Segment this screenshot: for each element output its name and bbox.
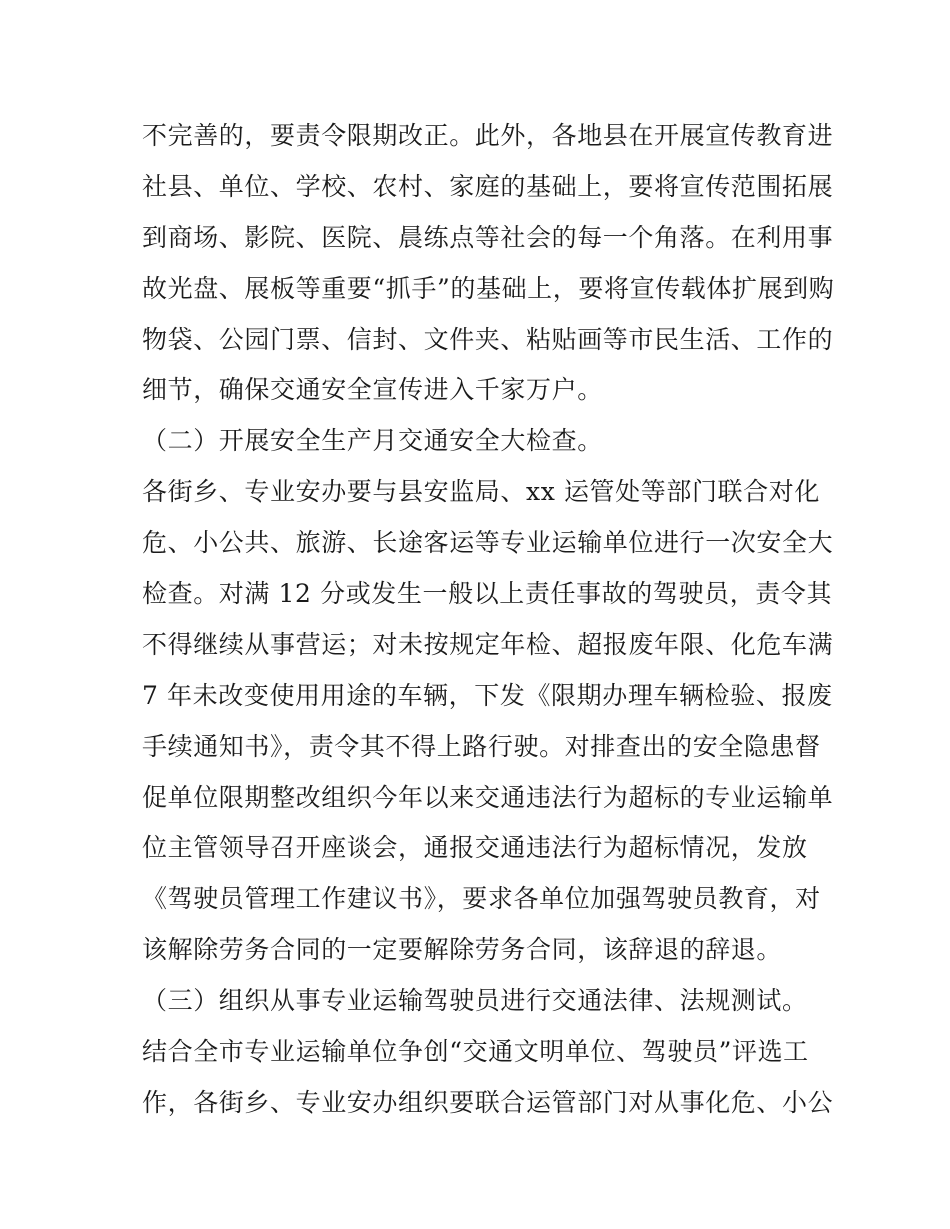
section-heading-2: （二）开展安全生产月交通安全大检查。 — [142, 426, 603, 456]
text-line: 7 年未改变使用用途的车辆，下发《限期办理车辆检验、报废 — [142, 680, 833, 710]
text-line: 该解除劳务合同的一定要解除劳务合同，该辞退的辞退。 — [142, 935, 783, 965]
text-line: 结合全市专业运输单位争创“交通文明单位、驾驶员”评选工 — [142, 1037, 809, 1067]
text-line: 《驾驶员管理工作建议书》，要求各单位加强驾驶员教育，对 — [142, 884, 821, 914]
section-heading-3: （三）组织从事专业运输驾驶员进行交通法律、法规测试。 — [142, 986, 808, 1016]
text-line: 故光盘、展板等重要“抓手”的基础上，要将宣传载体扩展到购 — [142, 273, 835, 303]
text-line: 物袋、公园门票、信封、文件夹、粘贴画等市民生活、工作的 — [142, 324, 834, 354]
body-text — [142, 111, 835, 1129]
text-line: 促单位限期整改组织今年以来交通违法行为超标的专业运输单 — [142, 782, 834, 812]
text-line: 各街乡、专业安办要与县安监局、xx 运管处等部门联合对化 — [142, 477, 820, 507]
text-line: 到商场、影院、医院、晨练点等社会的每一个角落。在利用事 — [142, 222, 834, 252]
text-line: 不完善的，要责令限期改正。此外，各地县在开展宣传教育进 — [142, 121, 834, 150]
text-line: 细节，确保交通安全宣传进入千家万户。 — [142, 375, 603, 405]
text-line: 社县、单位、学校、农村、家庭的基础上，要将宣传范围拓展 — [142, 171, 834, 201]
text-line: 危、小公共、旅游、长途客运等专业运输单位进行一次安全大 — [142, 528, 834, 558]
text-line: 检查。对满 12 分或发生一般以上责任事故的驾驶员，责令其 — [142, 579, 833, 609]
text-line: 手续通知书》，责令其不得上路行驶。对排查出的安全隐患督 — [142, 731, 821, 761]
text-line: 不得继续从事营运；对未按规定年检、超报废年限、化危车满 — [142, 629, 834, 659]
text-line: 位主管领导召开座谈会，通报交通违法行为超标情况，发放 — [142, 833, 808, 863]
text-line: 作，各街乡、专业安办组织要联合运管部门对从事化危、小公 — [142, 1087, 834, 1117]
